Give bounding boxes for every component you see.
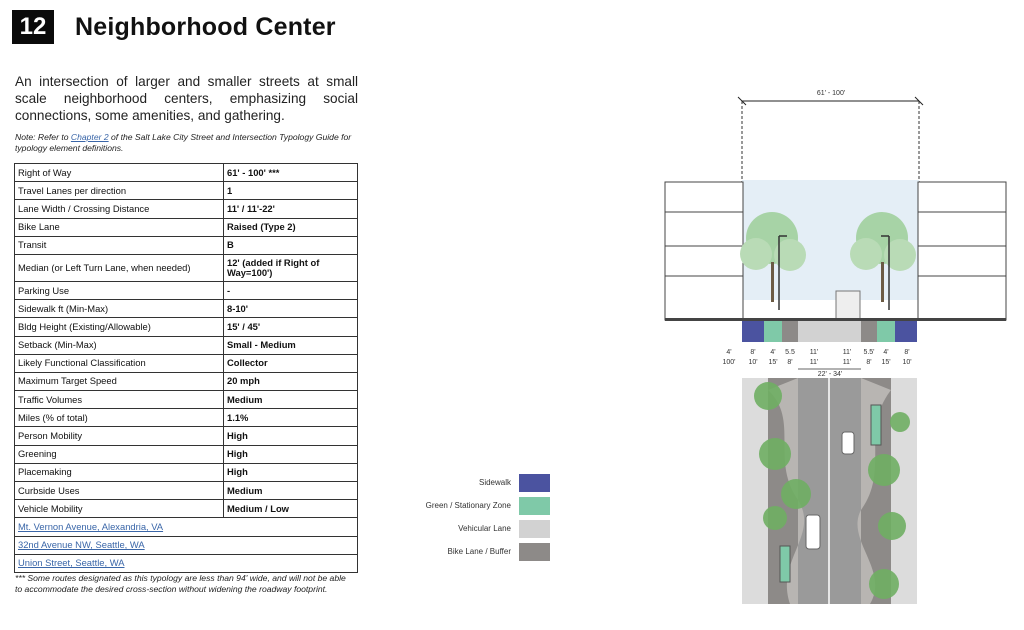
row-label: Likely Functional Classification: [15, 354, 224, 372]
row-label: Parking Use: [15, 281, 224, 299]
legend-label: Bike Lane / Buffer: [447, 547, 511, 556]
row-label: Maximum Target Speed: [15, 372, 224, 390]
note-suffix: of the Salt Lake City Street and Intersection Typology Guide for typology element definitions.: [15, 132, 352, 153]
lane-dim-bottom: 11': [842, 359, 852, 366]
row-label: Bike Lane: [15, 218, 224, 236]
row-label: Bldg Height (Existing/Allowable): [15, 318, 224, 336]
plan-view: [742, 378, 917, 604]
ground-line: [665, 318, 1006, 321]
lane-dim-top: 4': [883, 349, 889, 356]
row-value: 20 mph: [224, 372, 358, 390]
lane-dim-top: 4': [726, 349, 732, 356]
tree-canopy: [781, 479, 811, 509]
chapter-2-link[interactable]: Chapter 2: [70, 132, 109, 142]
row-label: Vehicle Mobility: [15, 500, 224, 518]
section-color-bar: [742, 321, 917, 342]
row-value: -: [224, 281, 358, 299]
row-label: Placemaking: [15, 463, 224, 481]
lane-dim-bottom: 15': [881, 359, 891, 366]
row-value: Raised (Type 2): [224, 218, 358, 236]
tree-canopy: [763, 506, 787, 530]
row-value: B: [224, 236, 358, 254]
row-value: High: [224, 445, 358, 463]
row-label: Median (or Left Turn Lane, when needed): [15, 254, 224, 281]
example-link[interactable]: 32nd Avenue NW, Seattle, WA: [15, 536, 358, 554]
tree-canopy: [868, 454, 900, 486]
right-building: [918, 182, 1006, 320]
example-link[interactable]: Mt. Vernon Avenue, Alexandria, VA: [15, 518, 358, 536]
lane-dim-bottom: 15': [768, 359, 778, 366]
tree-canopy: [759, 438, 791, 470]
row-label: Greening: [15, 445, 224, 463]
legend-label: Sidewalk: [478, 478, 511, 487]
row-label: Person Mobility: [15, 427, 224, 445]
bus: [836, 291, 860, 319]
row-value: Medium: [224, 391, 358, 409]
row-value: High: [224, 463, 358, 481]
sidewalk-right: [891, 378, 917, 604]
row-label: Transit: [15, 236, 224, 254]
car: [842, 432, 854, 454]
section-number-badge: 12: [12, 10, 54, 44]
row-value: Medium / Low: [224, 500, 358, 518]
row-value: Medium: [224, 482, 358, 500]
row-value: 61' - 100' ***: [224, 164, 358, 182]
lane-dimensions: [722, 349, 911, 378]
left-building: [665, 182, 743, 320]
tree-canopy: [754, 382, 782, 410]
row-value: 15' / 45': [224, 318, 358, 336]
page-title: Neighborhood Center: [75, 13, 336, 41]
row-label: Miles (% of total): [15, 409, 224, 427]
lane-dim-bottom: 10': [902, 359, 912, 366]
lane-dim-bottom: 8': [787, 359, 793, 366]
tree-canopy: [869, 569, 899, 599]
lane-dim-bottom: 8': [866, 359, 872, 366]
row-value: 11' / 11'-22': [224, 200, 358, 218]
bike-station: [780, 546, 790, 582]
row-label: Setback (Min-Max): [15, 336, 224, 354]
row-value: Small - Medium: [224, 336, 358, 354]
bike-station: [871, 405, 881, 445]
top-dimension-label: 61' - 100': [816, 90, 846, 97]
lane-dim-top: 5.5': [863, 349, 875, 356]
row-value: Collector: [224, 354, 358, 372]
row-value: 12' (added if Right of Way=100'): [224, 254, 358, 281]
lane-dim-top: 11': [842, 349, 852, 356]
row-value: 1.1%: [224, 409, 358, 427]
crossing-distance-label: 22' - 34': [817, 371, 843, 378]
row-label: Traffic Volumes: [15, 391, 224, 409]
lane-dim-top: 11': [809, 349, 819, 356]
lane-dim-bottom: 10': [748, 359, 758, 366]
sidewalk-left: [742, 378, 768, 604]
row-label: Right of Way: [15, 164, 224, 182]
row-label: Curbside Uses: [15, 482, 224, 500]
row-value: 1: [224, 182, 358, 200]
intro-paragraph: An intersection of larger and smaller streets at small scale neighborhood centers, emphasizing social connections, some amenities, and gathering.: [15, 74, 358, 123]
example-link[interactable]: Union Street, Seattle, WA: [15, 554, 358, 572]
legend-label: Vehicular Lane: [458, 524, 511, 533]
row-label: Lane Width / Crossing Distance: [15, 200, 224, 218]
lane-dim-bottom: 11': [809, 359, 819, 366]
lane-dim-top: 4': [770, 349, 776, 356]
lane-dim-top: 8': [750, 349, 756, 356]
row-label: Sidewalk ft (Min-Max): [15, 300, 224, 318]
row-value: High: [224, 427, 358, 445]
tree-canopy: [890, 412, 910, 432]
footnote: *** Some routes designated as this typology are less than 94' wide, and will not be able to accommodate the desired cross-section without widening the roadway footprint.: [15, 573, 346, 594]
legend-label: Green / Stationary Zone: [425, 501, 511, 510]
lane-dim-top: 8': [904, 349, 910, 356]
row-value: 8-10': [224, 300, 358, 318]
note-prefix: Note: Refer to: [15, 132, 71, 142]
lane-dim-bottom: 100': [722, 359, 736, 366]
row-label: Travel Lanes per direction: [15, 182, 224, 200]
lane-dim-top: 5.5: [785, 349, 795, 356]
tree-canopy: [878, 512, 906, 540]
car: [806, 515, 820, 549]
